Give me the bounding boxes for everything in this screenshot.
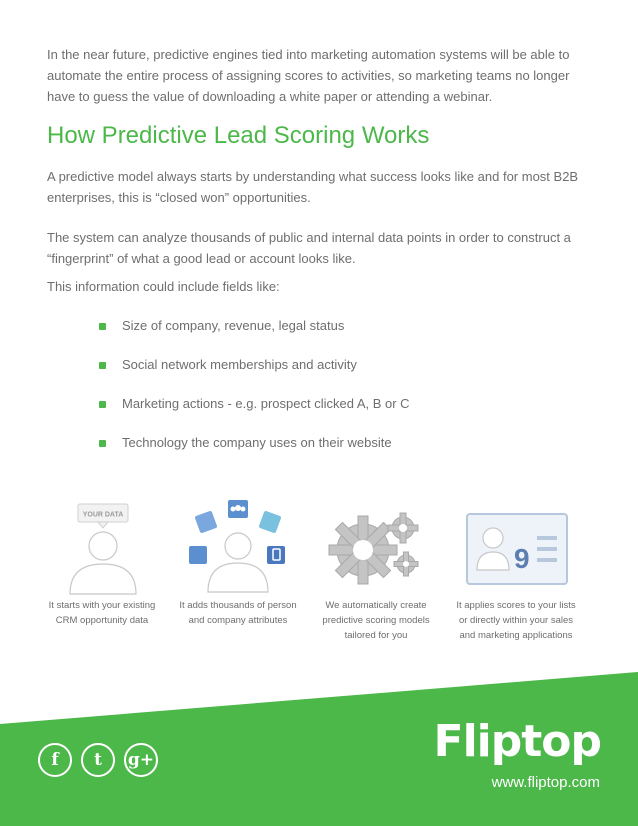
fliptop-logo: Fliptop (433, 716, 601, 767)
list-item (99, 353, 410, 392)
info-paragraph: This information could include fields like: (47, 279, 280, 294)
bullet-icon (99, 401, 106, 408)
list-item (99, 431, 410, 470)
bullet-icon (99, 440, 106, 447)
intro-paragraph: In the near future, predictive engines tied into marketing automation systems will be able to automate the entire process of assigning scores to activities, so marketing teams no longer have to guess the value of downloading a white paper or attending a webinar. (47, 47, 570, 104)
twitter-icon[interactable]: t (81, 743, 115, 777)
system-paragraph: The system can analyze thousands of public and internal data points in order to construct a “fingerprint” of what a good lead or account looks like. (47, 230, 571, 266)
model-paragraph: A predictive model always starts by understanding what success looks like and for most B2B enterprises, this is “closed won” opportunities. (47, 169, 579, 205)
list-item-label: Technology the company uses on their website (122, 435, 392, 450)
your-data-badge: YOUR DATA (82, 511, 124, 519)
list-item-label: Social network memberships and activity (122, 357, 357, 372)
person-data-icon (37, 498, 167, 598)
step-caption: We automatically create predictive scoring models tailored for you (322, 600, 430, 641)
list-item (99, 392, 410, 431)
google-plus-icon[interactable]: g+ (124, 743, 158, 777)
list-item (99, 314, 410, 353)
gears-icon (311, 498, 441, 598)
facebook-icon[interactable]: f (38, 743, 72, 777)
score-card-icon (451, 498, 581, 598)
bullet-icon (99, 323, 106, 330)
person-network-icon (173, 498, 303, 598)
section-heading: How Predictive Lead Scoring Works (47, 122, 430, 149)
score-number: 9 (514, 543, 530, 574)
step-caption: It adds thousands of person and company attributes (179, 600, 297, 626)
bullet-icon (99, 362, 106, 369)
list-item-label: Size of company, revenue, legal status (122, 318, 345, 333)
website-link[interactable]: www.fliptop.com (491, 774, 600, 791)
list-item-label: Marketing actions - e.g. prospect clicked A, B or C (122, 396, 410, 411)
field-list (99, 314, 410, 470)
step-caption: It applies scores to your lists or directly within your sales and marketing applications (456, 600, 576, 641)
step-caption: It starts with your existing CRM opportunity data (48, 600, 156, 626)
